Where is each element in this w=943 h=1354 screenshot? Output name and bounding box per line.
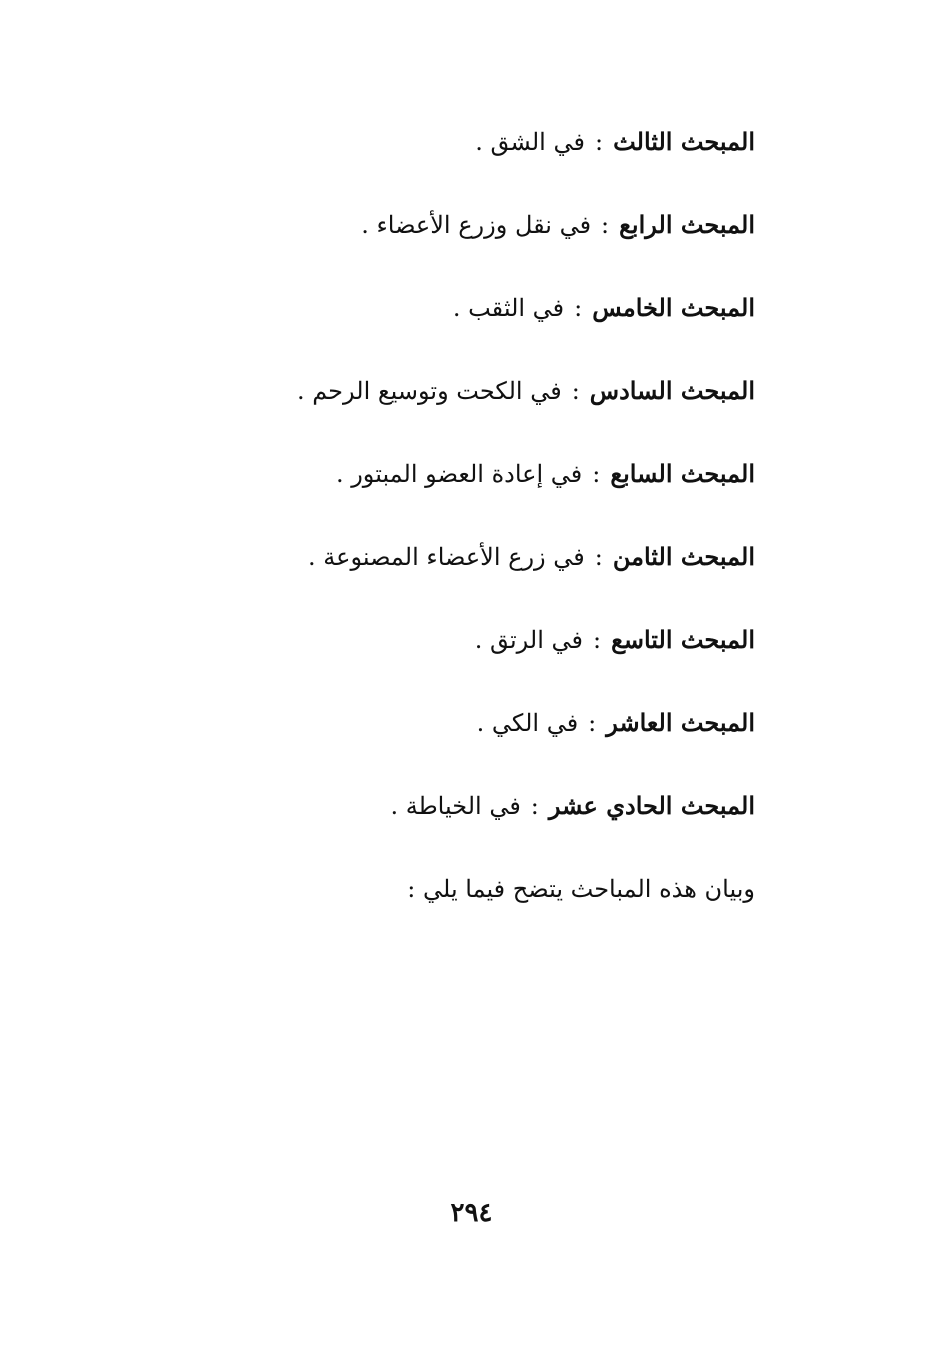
section-item (235, 527, 755, 610)
section-heading: المبحث الثامن (612, 542, 755, 571)
section-item (235, 278, 755, 361)
section-separator: : (530, 792, 539, 820)
section-item (235, 112, 755, 195)
section-description: في الثقب . (452, 294, 565, 322)
section-item (235, 693, 755, 776)
section-description: في الخياطة . (390, 792, 521, 820)
section-item (235, 444, 755, 527)
section-description: في الشق . (475, 128, 585, 156)
section-heading: المبحث الرابع (619, 210, 755, 239)
section-description: في الكحت وتوسيع الرحم . (296, 377, 562, 405)
section-separator: : (592, 460, 601, 488)
section-item (235, 776, 755, 859)
section-separator: : (594, 128, 604, 156)
section-item (235, 361, 755, 444)
section-heading: المبحث العاشر (606, 708, 755, 737)
section-description: في زرع الأعضاء المصنوعة . (308, 543, 585, 571)
page-number: ٢٩٤ (450, 1198, 493, 1228)
section-separator: : (601, 211, 610, 239)
section-description: في الكي . (476, 709, 579, 737)
section-heading: المبحث الخامس (592, 293, 755, 322)
section-item (235, 195, 755, 278)
section-heading: المبحث الحادي عشر (548, 791, 755, 820)
section-heading: المبحث الثالث (613, 127, 755, 156)
section-list (235, 112, 755, 942)
section-description: في إعادة العضو المبتور . (335, 460, 583, 488)
section-heading: المبحث التاسع (611, 625, 755, 654)
section-description: في نقل وزرع الأعضاء . (361, 211, 592, 239)
section-description: في الرتق . (474, 626, 583, 654)
section-heading: المبحث السابع (610, 459, 755, 488)
section-heading: المبحث السادس (589, 376, 755, 405)
section-separator: : (588, 709, 597, 737)
section-separator: : (571, 377, 580, 405)
closing-line: وبيان هذه المباحث يتضح فيما يلي : (407, 875, 755, 903)
section-item (235, 610, 755, 693)
section-separator: : (592, 626, 602, 654)
section-separator: : (594, 543, 603, 571)
section-separator: : (574, 294, 583, 322)
